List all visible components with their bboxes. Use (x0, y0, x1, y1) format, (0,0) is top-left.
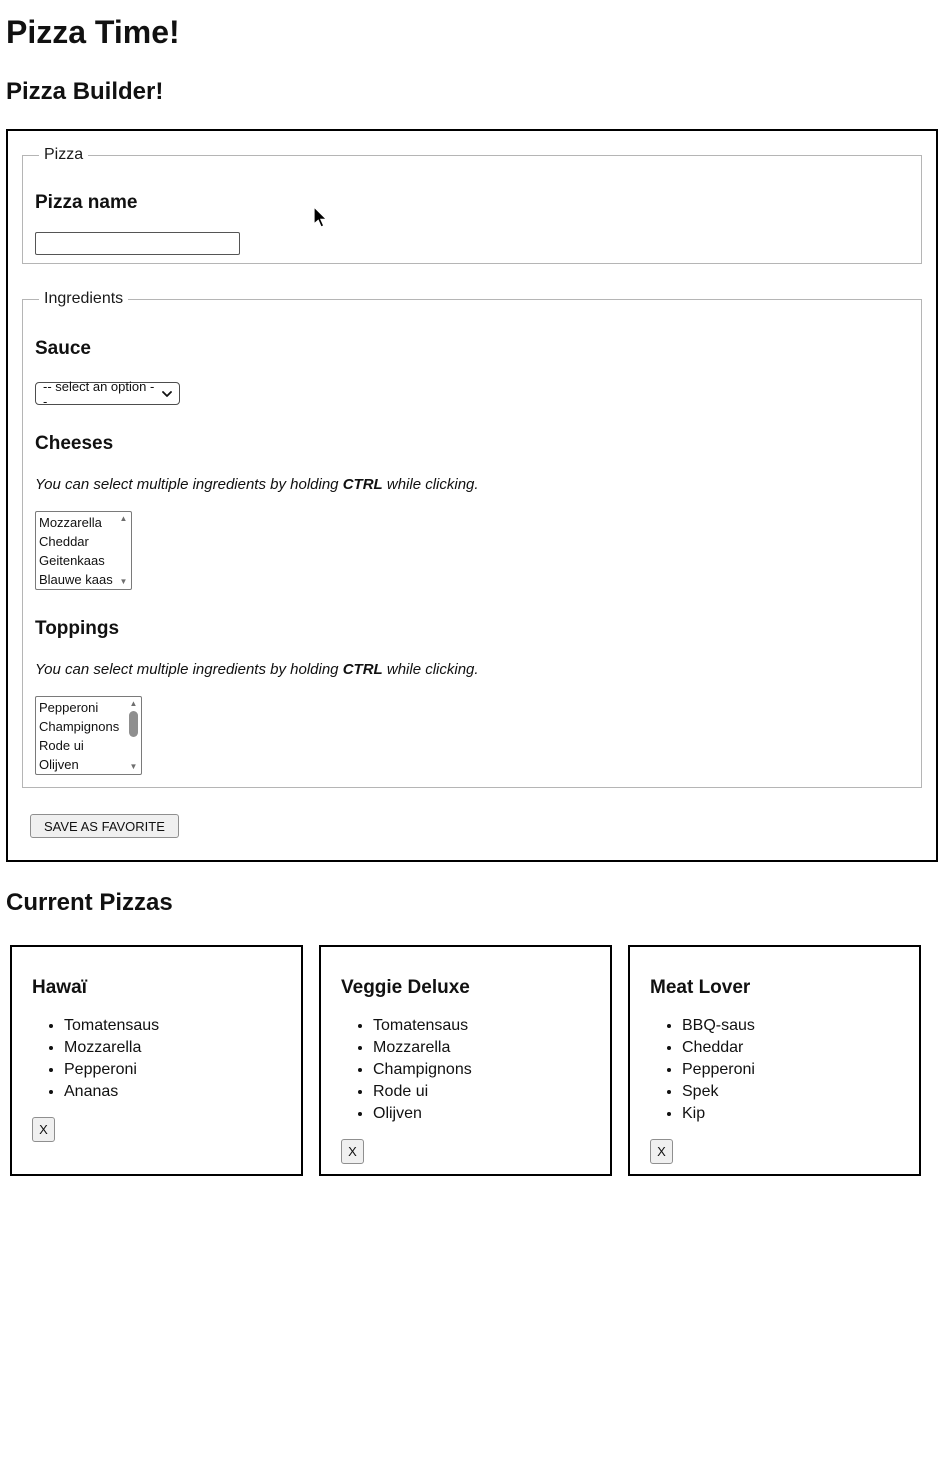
topping-option[interactable]: Champignons (39, 719, 120, 735)
toppings-hint: You can select multiple ingredients by holding CTRL while clicking. (35, 661, 479, 679)
remove-pizza-button[interactable]: X (32, 1117, 55, 1142)
topping-option[interactable]: Olijven (39, 757, 79, 773)
pizza-ingredient: • Mozzarella (64, 1037, 289, 1059)
chevron-down-icon (162, 391, 172, 397)
pizza-ingredient: • Rode ui (373, 1081, 598, 1103)
remove-pizza-button[interactable]: X (650, 1139, 673, 1164)
pizza-ingredient: • Tomatensaus (64, 1015, 289, 1037)
cheeses-hint: You can select multiple ingredients by holding CTRL while clicking. (35, 476, 479, 494)
cheeses-options (36, 512, 116, 589)
current-pizzas-list (10, 945, 938, 1177)
cheeses-listbox[interactable] (35, 511, 132, 590)
scroll-up-icon[interactable]: ▲ (129, 699, 138, 709)
cheese-option[interactable]: Cheddar (39, 534, 89, 550)
topping-option[interactable]: Pepperoni (39, 700, 99, 716)
ingredients-fieldset-legend: Ingredients (44, 290, 124, 308)
sauce-select[interactable] (35, 378, 180, 409)
toppings-options (36, 697, 126, 774)
save-as-favorite-button[interactable]: SAVE AS FAVORITE (30, 814, 179, 838)
pizza-ingredient-list (24, 1015, 289, 1103)
page-title: Pizza Time! (6, 14, 180, 50)
scroll-down-icon[interactable]: ▼ (119, 577, 128, 587)
sauce-label: Sauce (35, 338, 91, 360)
pizza-name-input[interactable] (35, 232, 240, 255)
pizza-ingredient: • Pepperoni (64, 1059, 289, 1081)
pizza-ingredient-list (642, 1015, 907, 1125)
pizza-ingredient: • Tomatensaus (373, 1015, 598, 1037)
pizza-fieldset (22, 146, 922, 264)
pizza-ingredient-list (333, 1015, 598, 1125)
pizza-ingredient: • BBQ-saus (682, 1015, 907, 1037)
pizza-builder-form (6, 129, 938, 862)
pizza-card (628, 945, 921, 1177)
toppings-label: Toppings (35, 618, 120, 640)
pizza-card-title: Veggie Deluxe (341, 976, 470, 998)
cheeses-scrollbar[interactable] (116, 512, 131, 589)
pizza-card (319, 945, 612, 1177)
cheese-option[interactable]: Geitenkaas (39, 553, 105, 569)
toppings-listbox[interactable] (35, 696, 142, 775)
pizza-ingredient: • Spek (682, 1081, 907, 1103)
cheese-option[interactable]: Blauwe kaas (39, 572, 113, 588)
current-pizzas-heading: Current Pizzas (6, 889, 173, 917)
pizza-ingredient: • Mozzarella (373, 1037, 598, 1059)
pizza-ingredient: • Ananas (64, 1081, 289, 1103)
pizza-fieldset-legend: Pizza (44, 146, 84, 164)
ingredients-fieldset (22, 290, 922, 788)
sauce-select-value: -- select an option -- (43, 378, 155, 409)
pizza-card (10, 945, 303, 1177)
scrollbar-thumb[interactable] (129, 711, 138, 737)
cheeses-label: Cheeses (35, 433, 114, 455)
pizza-ingredient: • Olijven (373, 1103, 598, 1125)
remove-pizza-button[interactable]: X (341, 1139, 364, 1164)
pizza-ingredient: • Kip (682, 1103, 907, 1125)
builder-heading: Pizza Builder! (6, 77, 164, 105)
pizza-card-title: Meat Lover (650, 976, 751, 998)
scroll-up-icon[interactable]: ▲ (119, 514, 128, 524)
pizza-ingredient: • Pepperoni (682, 1059, 907, 1081)
topping-option[interactable]: Rode ui (39, 738, 84, 754)
pizza-ingredient: • Cheddar (682, 1037, 907, 1059)
pizza-ingredient: • Champignons (373, 1059, 598, 1081)
scroll-down-icon[interactable]: ▼ (129, 762, 138, 772)
toppings-scrollbar[interactable] (126, 697, 141, 774)
pizza-name-label: Pizza name (35, 192, 138, 214)
cheese-option[interactable]: Mozzarella (39, 515, 102, 531)
pizza-card-title: Hawaï (32, 976, 87, 998)
